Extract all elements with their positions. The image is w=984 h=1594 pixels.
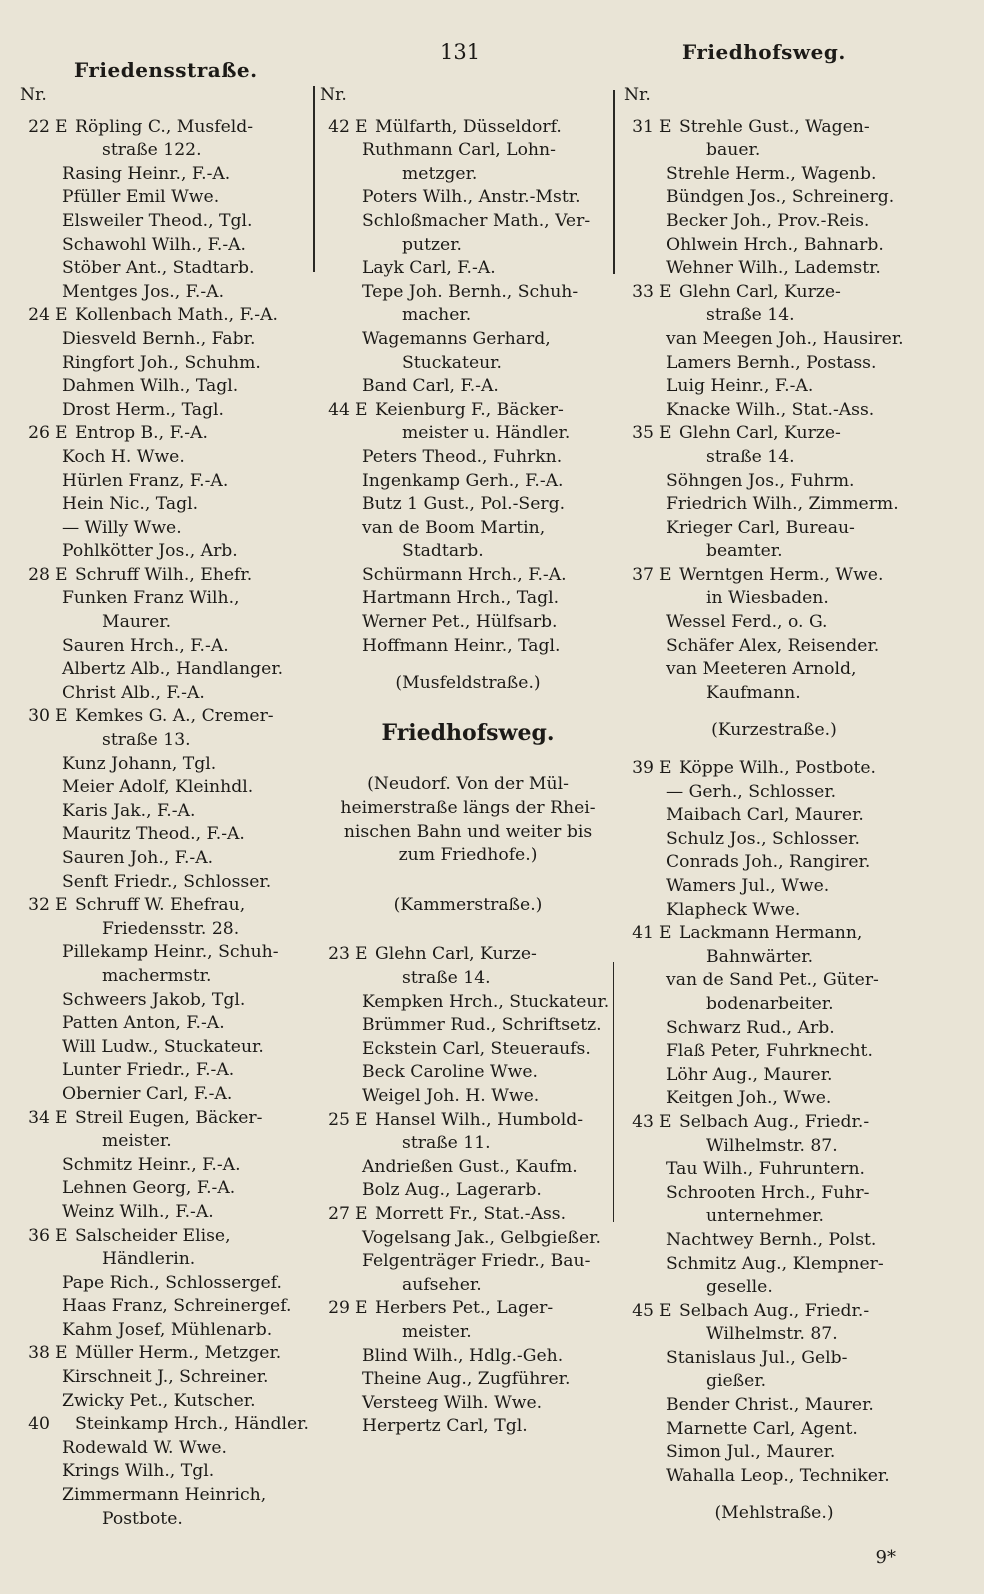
resident-entry: Lehnen Georg, F.-A. xyxy=(62,1178,236,1199)
resident-name: Köppe Wilh., Postbote. xyxy=(679,758,877,779)
owner-marker: E xyxy=(55,706,68,727)
house-entry xyxy=(320,116,616,140)
resident-entry: Weinz Wilh., F.-A. xyxy=(62,1201,214,1222)
resident-entry: Theine Aug., Zugführer. xyxy=(362,1369,571,1390)
house-number: 39 xyxy=(632,758,654,779)
resident-entry: Löhr Aug., Maurer. xyxy=(666,1064,833,1085)
cross-street-note: heimerstraße längs der Rhei- xyxy=(340,798,596,819)
resident-entry: Meier Adolf, Kleinhdl. xyxy=(62,777,254,798)
house-number: 34 xyxy=(28,1107,50,1128)
house-entry xyxy=(624,757,924,781)
resident-entry: Schäfer Alex, Reisender. xyxy=(666,635,880,656)
resident-entry: Beck Caroline Wwe. xyxy=(362,1062,538,1083)
resident-entry: Nachtwey Bernh., Polst. xyxy=(666,1229,877,1250)
entry-continuation: bauer. xyxy=(706,140,761,161)
resident-entry: Kempken Hrch., Stuckateur. xyxy=(362,991,610,1012)
resident-entry: Will Ludw., Stuckateur. xyxy=(62,1036,264,1057)
resident-entry: Band Carl, F.-A. xyxy=(362,376,499,397)
house-number: 40 xyxy=(28,1414,50,1435)
resident-entry: van de Sand Pet., Güter- xyxy=(666,970,879,991)
resident-entry: Schawohl Wilh., F.-A. xyxy=(62,234,247,255)
owner-marker: E xyxy=(659,1300,672,1321)
resident-entry: Ohlwein Hrch., Bahnarb. xyxy=(666,234,884,255)
entry-continuation: geselle. xyxy=(706,1277,773,1298)
spacer xyxy=(624,743,924,757)
resident-entry: Herpertz Carl, Tgl. xyxy=(362,1416,528,1437)
house-entry xyxy=(320,399,616,423)
header-left-street: Friedensstraße. xyxy=(74,58,258,82)
header-right-street: Friedhofsweg. xyxy=(682,40,846,64)
resident-entry: Sauren Hrch., F.-A. xyxy=(62,635,229,656)
resident-entry: Ruthmann Carl, Lohn- xyxy=(362,140,556,161)
entry-continuation: Kaufmann. xyxy=(706,682,801,703)
resident-entry: Hürlen Franz, F.-A. xyxy=(62,470,229,491)
column-divider-1 xyxy=(313,86,315,272)
resident-entry: Tau Wilh., Fuhruntern. xyxy=(666,1159,865,1180)
column-1 xyxy=(20,84,312,1531)
resident-name: Herbers Pet., Lager- xyxy=(375,1298,554,1319)
resident-entry: Tepe Joh. Bernh., Schuh- xyxy=(362,281,579,302)
entry-continuation: metzger. xyxy=(402,163,478,184)
owner-marker: E xyxy=(55,1225,68,1246)
resident-entry: Hein Nic., Tagl. xyxy=(62,494,199,515)
resident-entry: Dahmen Wilh., Tagl. xyxy=(62,376,239,397)
entry-continuation: Wilhelmstr. 87. xyxy=(706,1135,838,1156)
house-number: 32 xyxy=(28,895,50,916)
house-entry xyxy=(20,1342,312,1366)
resident-entry: Weigel Joh. H. Wwe. xyxy=(362,1085,540,1106)
resident-entry: Rodewald W. Wwe. xyxy=(62,1437,227,1458)
house-entry xyxy=(624,281,924,305)
resident-entry: Kunz Johann, Tgl. xyxy=(62,753,217,774)
house-entry xyxy=(20,304,312,328)
resident-entry: Schweers Jakob, Tgl. xyxy=(62,989,246,1010)
resident-name: Kemkes G. A., Cremer- xyxy=(75,706,274,727)
owner-marker: E xyxy=(55,305,68,326)
page-number: 131 xyxy=(440,40,481,64)
house-entry xyxy=(320,943,616,967)
house-entry xyxy=(20,894,312,918)
entry-continuation: Bahnwärter. xyxy=(706,946,814,967)
house-entry xyxy=(624,422,924,446)
entry-continuation: macher. xyxy=(402,305,472,326)
cross-street-note: nischen Bahn und weiter bis xyxy=(343,821,593,842)
resident-entry: Stöber Ant., Stadtarb. xyxy=(62,258,255,279)
house-entry xyxy=(20,1413,312,1437)
cross-street-note: (Musfeldstraße.) xyxy=(395,673,541,694)
resident-entry: Kirschneit J., Schreiner. xyxy=(62,1367,269,1388)
house-number: 41 xyxy=(632,923,654,944)
resident-entry: Mentges Jos., F.-A. xyxy=(62,281,225,302)
spacer xyxy=(320,658,616,672)
resident-entry: Werner Pet., Hülfsarb. xyxy=(362,612,558,633)
resident-name: Schruff W. Ehefrau, xyxy=(75,895,246,916)
owner-marker: E xyxy=(659,281,672,302)
resident-entry: Flaß Peter, Fuhrknecht. xyxy=(666,1041,873,1062)
entry-continuation: Stadtarb. xyxy=(402,541,484,562)
entry-continuation: machermstr. xyxy=(102,965,212,986)
entry-continuation: Maurer. xyxy=(102,612,172,633)
resident-entry: Schulz Jos., Schlosser. xyxy=(666,828,860,849)
resident-entry: Bündgen Jos., Schreinerg. xyxy=(666,187,895,208)
resident-entry: Versteeg Wilh. Wwe. xyxy=(362,1392,543,1413)
house-number: 37 xyxy=(632,564,654,585)
house-entry xyxy=(20,705,312,729)
resident-entry: Albertz Alb., Handlanger. xyxy=(62,659,284,680)
resident-entry: Poters Wilh., Anstr.-Mstr. xyxy=(362,187,581,208)
column-label: Nr. xyxy=(20,85,47,105)
resident-entry: Keitgen Joh., Wwe. xyxy=(666,1088,832,1109)
house-entry xyxy=(20,422,312,446)
resident-name: Mülfarth, Düsseldorf. xyxy=(375,116,562,137)
resident-entry: Pohlkötter Jos., Arb. xyxy=(62,541,238,562)
house-entry xyxy=(320,1109,616,1133)
house-number: 22 xyxy=(28,116,50,137)
resident-entry: Ringfort Joh., Schuhm. xyxy=(62,352,261,373)
resident-entry: Eckstein Carl, Steueraufs. xyxy=(362,1038,591,1059)
owner-marker: E xyxy=(355,944,368,965)
house-number: 36 xyxy=(28,1225,50,1246)
column-label: Nr. xyxy=(624,85,651,105)
owner-marker: E xyxy=(55,895,68,916)
entry-continuation: meister u. Händler. xyxy=(402,423,571,444)
resident-name: Strehle Gust., Wagen- xyxy=(679,116,870,137)
house-number: 25 xyxy=(328,1109,350,1130)
house-entry xyxy=(20,564,312,588)
resident-entry: Bolz Aug., Lagerarb. xyxy=(362,1180,542,1201)
resident-entry: Becker Joh., Prov.-Reis. xyxy=(666,210,870,231)
resident-entry: Vogelsang Jak., Gelbgießer. xyxy=(362,1227,601,1248)
resident-entry: Kahm Josef, Mühlenarb. xyxy=(62,1319,273,1340)
resident-entry: Koch H. Wwe. xyxy=(62,446,185,467)
owner-marker: E xyxy=(55,423,68,444)
house-number: 23 xyxy=(328,944,350,965)
resident-entry: Wehner Wilh., Lademstr. xyxy=(666,258,881,279)
resident-entry: Zimmermann Heinrich, xyxy=(62,1485,267,1506)
resident-entry: Krings Wilh., Tgl. xyxy=(62,1461,215,1482)
house-entry xyxy=(320,1203,616,1227)
owner-marker: E xyxy=(659,923,672,944)
owner-marker: E xyxy=(355,116,368,137)
resident-name: Glehn Carl, Kurze- xyxy=(679,281,841,302)
house-number: 27 xyxy=(328,1203,350,1224)
resident-entry: Wessel Ferd., o. G. xyxy=(666,612,828,633)
resident-entry: Hoffmann Heinr., Tagl. xyxy=(362,635,561,656)
owner-marker: E xyxy=(355,399,368,420)
entry-continuation: straße 13. xyxy=(102,730,191,751)
resident-entry: Klapheck Wwe. xyxy=(666,899,801,920)
spacer xyxy=(624,705,924,719)
house-number: 35 xyxy=(632,423,654,444)
owner-marker: E xyxy=(355,1203,368,1224)
resident-name: Werntgen Herm., Wwe. xyxy=(679,564,884,585)
resident-name: Salscheider Elise, xyxy=(75,1225,231,1246)
resident-entry: Simon Jul., Maurer. xyxy=(666,1442,836,1463)
resident-entry: Elsweiler Theod., Tgl. xyxy=(62,210,253,231)
resident-entry: Funken Franz Wilh., xyxy=(62,588,240,609)
house-number: 43 xyxy=(632,1111,654,1132)
column-2 xyxy=(320,84,616,1439)
resident-entry: Söhngen Jos., Fuhrm. xyxy=(666,470,855,491)
resident-name: Entrop B., F.-A. xyxy=(75,423,208,444)
spacer xyxy=(320,917,616,943)
resident-name: Glehn Carl, Kurze- xyxy=(375,944,537,965)
entry-continuation: straße 11. xyxy=(402,1133,491,1154)
resident-entry: Butz 1 Gust., Pol.-Serg. xyxy=(362,494,566,515)
house-entry xyxy=(624,116,924,140)
resident-entry: Blind Wilh., Hdlg.-Geh. xyxy=(362,1345,564,1366)
resident-entry: Diesveld Bernh., Fabr. xyxy=(62,328,256,349)
owner-marker: E xyxy=(55,116,68,137)
resident-entry: Pillekamp Heinr., Schuh- xyxy=(62,942,279,963)
resident-entry: — Willy Wwe. xyxy=(62,517,182,538)
resident-entry: Zwicky Pet., Kutscher. xyxy=(62,1390,256,1411)
resident-entry: Haas Franz, Schreinergef. xyxy=(62,1296,292,1317)
resident-name: Steinkamp Hrch., Händler. xyxy=(75,1414,309,1435)
owner-marker: E xyxy=(355,1298,368,1319)
entry-continuation: beamter. xyxy=(706,541,783,562)
entry-continuation: straße 122. xyxy=(102,140,202,161)
cross-street-note: (Mehlstraße.) xyxy=(714,1503,834,1524)
house-entry xyxy=(624,922,924,946)
entry-continuation: unternehmer. xyxy=(706,1206,825,1227)
resident-name: Müller Herm., Metzger. xyxy=(75,1343,282,1364)
house-number: 42 xyxy=(328,116,350,137)
resident-entry: Schloßmacher Math., Ver- xyxy=(362,210,591,231)
resident-entry: van de Boom Martin, xyxy=(362,517,546,538)
house-entry xyxy=(20,116,312,140)
section-title: Friedhofsweg. xyxy=(381,719,555,746)
resident-entry: Layk Carl, F.-A. xyxy=(362,258,496,279)
owner-marker: E xyxy=(55,564,68,585)
cross-street-note: (Kammerstraße.) xyxy=(393,894,543,915)
resident-name: Streil Eugen, Bäcker- xyxy=(75,1107,263,1128)
resident-entry: Christ Alb., F.-A. xyxy=(62,682,205,703)
entry-continuation: Wilhelmstr. 87. xyxy=(706,1324,838,1345)
resident-entry: Knacke Wilh., Stat.-Ass. xyxy=(666,399,875,420)
resident-entry: Pfüller Emil Wwe. xyxy=(62,187,220,208)
resident-entry: Brümmer Rud., Schriftsetz. xyxy=(362,1015,602,1036)
resident-entry: Wagemanns Gerhard, xyxy=(362,328,551,349)
resident-entry: Pape Rich., Schlossergef. xyxy=(62,1272,282,1293)
resident-entry: Schmitz Aug., Klempner- xyxy=(666,1253,884,1274)
owner-marker: E xyxy=(659,1111,672,1132)
owner-marker: E xyxy=(659,758,672,779)
house-number: 45 xyxy=(632,1300,654,1321)
house-number: 29 xyxy=(328,1298,350,1319)
resident-entry: Karis Jak., F.-A. xyxy=(62,800,196,821)
house-number: 31 xyxy=(632,116,654,137)
resident-entry: Hartmann Hrch., Tagl. xyxy=(362,588,560,609)
resident-name: Lackmann Hermann, xyxy=(679,923,863,944)
resident-name: Hansel Wilh., Humbold- xyxy=(375,1109,584,1130)
resident-entry: Marnette Carl, Agent. xyxy=(666,1418,858,1439)
owner-marker: E xyxy=(659,564,672,585)
house-number: 33 xyxy=(632,281,654,302)
cross-street-note: (Neudorf. Von der Mül- xyxy=(367,774,569,795)
spacer xyxy=(320,868,616,894)
resident-entry: van Meegen Joh., Hausirer. xyxy=(666,328,904,349)
house-number: 24 xyxy=(28,305,50,326)
resident-name: Röpling C., Musfeld- xyxy=(75,116,254,137)
resident-entry: Conrads Joh., Rangirer. xyxy=(666,852,871,873)
spacer xyxy=(624,1488,924,1502)
resident-name: Schruff Wilh., Ehefr. xyxy=(75,564,253,585)
cross-street-note: zum Friedhofe.) xyxy=(398,845,538,866)
resident-entry: Lamers Bernh., Postass. xyxy=(666,352,877,373)
entry-continuation: Postbote. xyxy=(102,1508,183,1529)
resident-entry: Maibach Carl, Maurer. xyxy=(666,805,864,826)
resident-entry: Rasing Heinr., F.-A. xyxy=(62,163,231,184)
entry-continuation: in Wiesbaden. xyxy=(706,588,829,609)
resident-name: Glehn Carl, Kurze- xyxy=(679,423,841,444)
resident-entry: Friedrich Wilh., Zimmerm. xyxy=(666,494,899,515)
entry-continuation: aufseher. xyxy=(402,1274,482,1295)
resident-entry: Stanislaus Jul., Gelb- xyxy=(666,1347,848,1368)
entry-continuation: straße 14. xyxy=(706,446,795,467)
owner-marker: E xyxy=(55,1107,68,1128)
house-entry xyxy=(20,1225,312,1249)
owner-marker: E xyxy=(659,116,672,137)
resident-entry: Andrießen Gust., Kaufm. xyxy=(362,1156,578,1177)
owner-marker: E xyxy=(355,1109,368,1130)
house-number: 28 xyxy=(28,564,50,585)
entry-continuation: straße 14. xyxy=(706,305,795,326)
resident-name: Selbach Aug., Friedr.- xyxy=(679,1111,870,1132)
resident-entry: Drost Herm., Tagl. xyxy=(62,399,224,420)
resident-entry: Sauren Joh., F.-A. xyxy=(62,848,214,868)
signature-mark: 9* xyxy=(875,1547,896,1568)
house-number: 26 xyxy=(28,423,50,444)
entry-continuation: Händlerin. xyxy=(102,1249,196,1270)
resident-entry: van Meeteren Arnold, xyxy=(666,659,857,680)
resident-entry: Felgenträger Friedr., Bau- xyxy=(362,1251,591,1272)
cross-street-note: (Kurzestraße.) xyxy=(711,720,837,741)
resident-entry: Patten Anton, F.-A. xyxy=(62,1013,225,1034)
resident-entry: Lunter Friedr., F.-A. xyxy=(62,1060,235,1081)
entry-continuation: meister. xyxy=(102,1131,172,1152)
house-entry xyxy=(624,564,924,588)
resident-entry: Schwarz Rud., Arb. xyxy=(666,1017,835,1038)
entry-continuation: gießer. xyxy=(706,1371,767,1392)
house-entry xyxy=(624,1300,924,1324)
resident-entry: Schmitz Heinr., F.-A. xyxy=(62,1154,241,1175)
house-number: 30 xyxy=(28,706,50,727)
entry-continuation: meister. xyxy=(402,1321,472,1342)
resident-entry: Wamers Jul., Wwe. xyxy=(666,876,830,896)
resident-entry: Wahalla Leop., Techniker. xyxy=(666,1465,890,1486)
owner-marker: E xyxy=(55,1343,68,1364)
resident-entry: Obernier Carl, F.-A. xyxy=(62,1083,233,1104)
resident-entry: Bender Christ., Maurer. xyxy=(666,1395,874,1416)
resident-name: Selbach Aug., Friedr.- xyxy=(679,1300,870,1321)
house-entry xyxy=(624,1111,924,1135)
resident-entry: Luig Heinr., F.-A. xyxy=(666,376,814,397)
entry-continuation: Friedensstr. 28. xyxy=(102,918,240,939)
resident-entry: — Gerh., Schlosser. xyxy=(666,781,837,802)
house-entry xyxy=(320,1297,616,1321)
resident-entry: Strehle Herm., Wagenb. xyxy=(666,163,877,184)
resident-name: Keienburg F., Bäcker- xyxy=(375,399,564,420)
resident-entry: Krieger Carl, Bureau- xyxy=(666,517,855,538)
owner-marker: E xyxy=(659,423,672,444)
resident-entry: Mauritz Theod., F.-A. xyxy=(62,824,245,845)
column-3 xyxy=(624,84,924,1526)
entry-continuation: straße 14. xyxy=(402,968,491,988)
resident-name: Morrett Fr., Stat.-Ass. xyxy=(375,1203,567,1224)
resident-entry: Schrooten Hrch., Fuhr- xyxy=(666,1182,870,1203)
resident-entry: Peters Theod., Fuhrkn. xyxy=(362,446,563,467)
house-number: 38 xyxy=(28,1343,50,1364)
resident-entry: Senft Friedr., Schlosser. xyxy=(62,871,272,892)
entry-continuation: Stuckateur. xyxy=(402,352,502,373)
column-label: Nr. xyxy=(320,85,347,105)
resident-entry: Schürmann Hrch., F.-A. xyxy=(362,564,567,585)
resident-name: Kollenbach Math., F.-A. xyxy=(75,305,278,326)
house-entry xyxy=(20,1107,312,1131)
entry-continuation: bodenarbeiter. xyxy=(706,993,834,1014)
entry-continuation: putzer. xyxy=(402,234,462,255)
resident-entry: Ingenkamp Gerh., F.-A. xyxy=(362,470,564,491)
house-number: 44 xyxy=(328,399,350,420)
